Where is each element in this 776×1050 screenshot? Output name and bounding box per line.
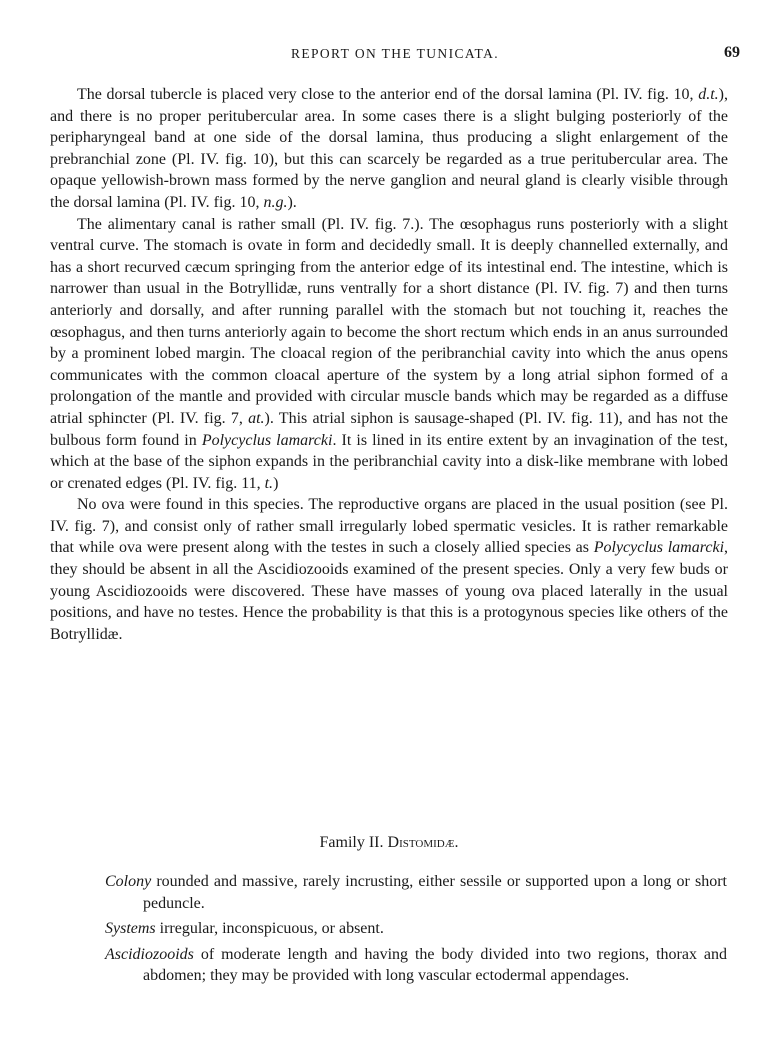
figure-label: t.	[264, 474, 274, 492]
species-name: Polycyclus lamarcki	[593, 539, 725, 557]
description-text: of moderate length and having the body divided into two regions, thorax and abdomen; they may be provided with long vascular ectodermal appendages.	[143, 945, 727, 985]
text-run: ).	[287, 193, 297, 211]
text-run: ). This atrial siphon is sausage-shaped (Pl. IV. fig. 11), and has not the bulbous form found in	[50, 409, 729, 449]
running-title: REPORT ON THE TUNICATA.	[290, 46, 500, 61]
section-prefix: Family II.	[319, 834, 388, 851]
text-run: ), and there is no proper peritubercular area. In some cases there is a slight bulging posteriorly of the peripharyngeal band at one side of the dorsal lamina, thus producing a slight enlargement of the prebranchial zone (Pl. IV. fig. 10), but this can scarcely be regarded as a true peritubercular area. The opaque yellowish-brown mass formed by the nerve ganglion and neural gland is clearly visible through the dorsal lamina (Pl. IV. fig. 10,	[50, 86, 728, 211]
figure-label: d.t.	[698, 86, 719, 103]
section-heading	[50, 834, 728, 852]
text-run: No ova were found in this species. The reproductive organs are placed in the usual position (see Pl. IV. fig. 7), and consist only of rather small irregularly lobed spermatic vesicles. It is rather remarkable that while ova were present along with the testes in such a closely allied species as	[50, 496, 728, 557]
text-run: )	[273, 474, 279, 492]
text-run: . It is lined in its entire extent by an invagination of the test, which at the base of the siphon expands in the peribranchial cavity into a disk-like membrane with lobed or crenated edges (Pl. IV. fig. 11,	[50, 431, 729, 492]
figure-label: at.	[248, 409, 265, 427]
running-head	[50, 44, 740, 64]
figure-label: n.g.	[263, 193, 288, 211]
family-name: Distomidæ.	[387, 834, 459, 851]
paragraph-alimentary-canal	[50, 214, 728, 495]
description-item	[105, 918, 727, 940]
description-text: irregular, inconspicuous, or absent.	[155, 920, 384, 938]
species-name: Polycyclus lamarcki	[201, 431, 333, 449]
paragraph-reproductive-organs	[50, 494, 728, 645]
paragraph-dorsal-tubercle	[50, 84, 728, 214]
text-run: The alimentary canal is rather small (Pl. IV. fig. 7.). The œsophagus runs posteriorly with a slight ventral curve. The stomach is ovate in form and decidedly small. It is deeply channelled externally, and has a short recurved cæcum springing from the anterior edge of its intestinal end. The intestine, which is narrower than usual in the Botryllidæ, runs ventrally for a short distance (Pl. IV. fig. 7) and then turns anteriorly and dorsally, and after running parallel with the stomach but not touching it, reaches the œsophagus, and then turns anteriorly again to become the short rectum which ends in an anus surrounded by a prominent lobed margin. The cloacal region of the peribranchial cavity into which the anus opens communicates with the common cloacal aperture of the system by a long atrial siphon formed of a prolongation of the mantle and provided with circular muscle bands which may be regarded as a diffuse atrial sphincter (Pl. IV. fig. 7,	[50, 215, 728, 427]
description-item	[105, 871, 727, 914]
description-text: rounded and massive, rarely incrusting, either sessile or supported upon a long or short peduncle.	[143, 873, 727, 912]
text-run: , they should be absent in all the Ascidiozooids examined of the present species. Only a very few buds or young Ascidiozooids were discovered. These have masses of young ova placed laterally in the usual positions, and have no testes. Hence the probability is that this is a protogynous species like others of the Botryllidæ.	[50, 539, 729, 643]
page-number: 69	[724, 44, 740, 61]
description-term: Ascidiozooids	[105, 945, 194, 963]
description-term: Systems	[105, 920, 156, 938]
text-run: The dorsal tubercle is placed very close to the anterior end of the dorsal lamina (Pl. IV. fig. 10,	[77, 86, 699, 103]
body-text	[50, 84, 728, 645]
description-item	[105, 944, 727, 987]
family-description	[105, 871, 727, 991]
description-term: Colony	[105, 873, 152, 890]
